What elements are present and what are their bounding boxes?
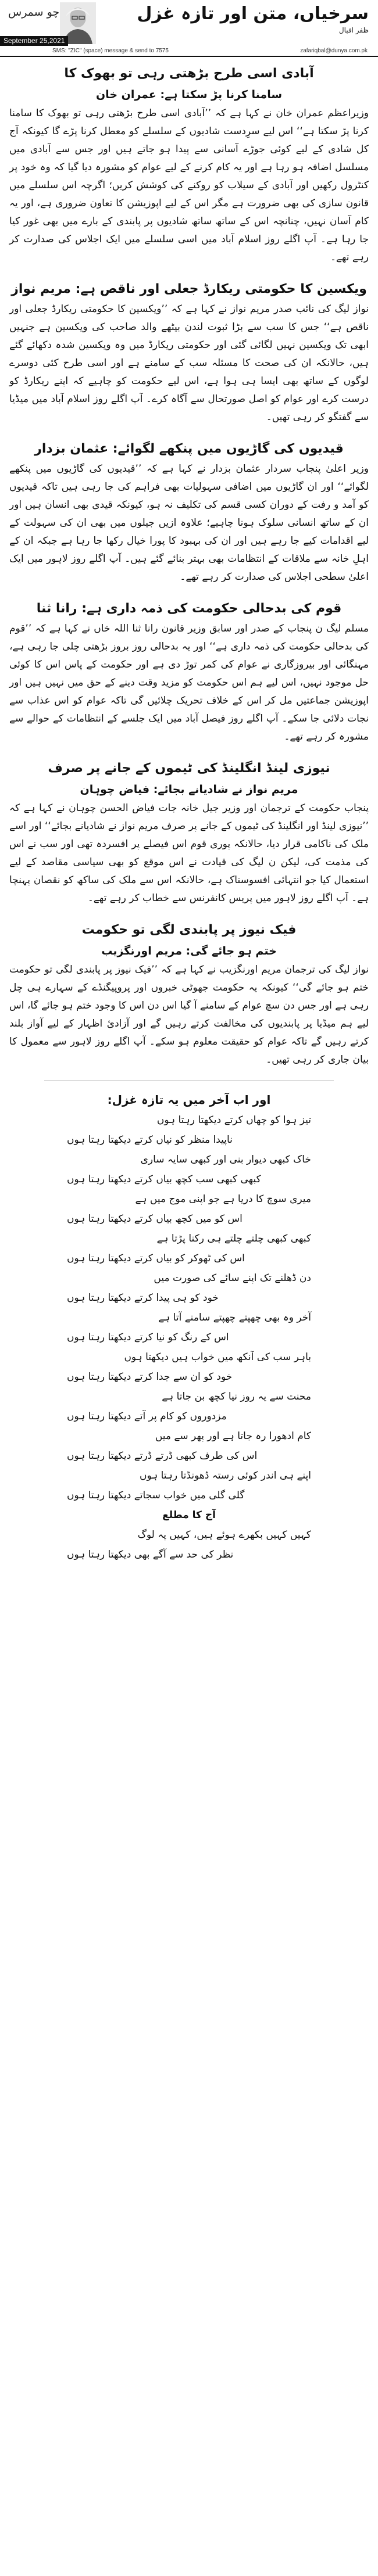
poem-line: خود کو ہی پیدا کرتے دیکھتا رہتا ہوں (67, 1292, 219, 1304)
news-section (9, 758, 369, 907)
poem-line: دن ڈھلنے تک اپنے سائے کی صورت میں (154, 1272, 311, 1284)
column-title: سرخیاں، متن اور تازہ غزل (137, 3, 369, 24)
section-headline: نیوزی لینڈ انگلینڈ کی ٹیموں کے جانے پر صرف (48, 761, 330, 776)
poem-line: کبھی کبھی چلتے چلتے ہی رکنا پڑتا ہے (156, 1233, 311, 1244)
poem-line: اس کی طرف کبھی ڈرتے ڈرتے دیکھتا رہتا ہوں (67, 1450, 258, 1462)
author-email[interactable]: zafariqbal@dunya.com.pk (300, 48, 368, 54)
header-divider (0, 56, 378, 57)
poem-line: خود کو ان سے جدا کرتے دیکھتا رہتا ہوں (67, 1371, 233, 1383)
poem-line: محنت سے یہ روز نیا کچھ بن جاتا ہے (162, 1391, 311, 1402)
ghazal-title: اور اب آخر میں یہ تازہ غزل: (107, 1093, 271, 1107)
section-body: وزیراعظم عمران خان نے کہا ہے کہ ’’آبادی اسی طرح بڑھتی رہی تو بھوک کا سامنا کرنا پڑ سکتا ہے‘‘ اس لیے سرِدست شادیوں کے سلسلے کو معطل کرنا پڑے گا کیونکہ آج کل شادی کے لیے کوئی جوڑے آسانی سے پیدا ہو جاتے ہیں اور جس سے آبادی میں مسلسل اضافہ ہو رہا ہے اور یہ کام کرنے کے لیے عوام کو مشورہ دیا گیا کہ وہ خود پر کنٹرول رکھیں اور آبادی کے سیلاب کو روکنے کی کوشش کریں؛ اگرچہ اس سلسلے میں قانون سازی کی بھی ضرورت ہے مگر اس کے لیے اپوزیشن کا تعاون ضروری ہے، اور یہ کام آسان نہیں، چنانچہ اس کے ساتھ ساتھ شادیوں پر پابندی کے بارے میں بھی غور کیا جا رہا ہے۔ آپ اگلے روز اسلام آباد میں اسی سلسلے میں ایک اجلاس کی صدارت کر رہے تھے۔ (9, 107, 369, 263)
poem-line: اس کو میں کچھ بیاں کرتے دیکھتا رہتا ہوں (67, 1213, 243, 1225)
section-subheadline: مریم نواز نے شادیانے بجائے: فیاض چوہان (80, 783, 298, 796)
section-subheadline: ختم ہو جائے گی: مریم اورنگزیب (101, 945, 277, 957)
news-section (9, 919, 369, 1069)
column-header (0, 0, 378, 53)
poem-line: گلی گلی میں خواب سجاتے دیکھتا رہتا ہوں (67, 1490, 245, 1501)
publish-date: September 25,2021 (0, 36, 68, 46)
news-section (9, 598, 369, 746)
poem-line: نظر کی حد سے آگے بھی دیکھتا رہتا ہوں (67, 1549, 234, 1560)
section-body: پنجاب حکومت کے ترجمان اور وزیر جیل خانہ جات فیاض الحسن چوہان نے کہا ہے کہ ’’نیوزی لینڈ اور انگلینڈ کی ٹیموں کے جانے پر صرف مریم نواز نے شادیانے بجائے‘‘ اور اسے ملک کی ناکامی قرار دیا، حالانکہ پوری قوم اس فیصلے پر افسردہ تھی اور سب نے اس کی مذمت کی، لیکن ن لیگ کی قیادت نے اس موقع کو بھی سیاسی مقاصد کے لیے استعمال کیا جو انتہائی افسوسناک ہے، حالانکہ اس سے ملک کی ساکھ کو نقصان پہنچا ہے۔ آپ اگلے روز لاہور میں پریس کانفرنس سے خطاب کر رہے تھے۔ (9, 802, 369, 904)
poem-line: میری سوچ کا دریا ہے جو اپنی موج میں ہے (135, 1193, 311, 1205)
section-body: مسلم لیگ ن پنجاب کے صدر اور سابق وزیر قانون رانا ثنا اللہ خاں نے کہا ہے کہ ’’قوم کی بدحالی حکومت کی ذمہ داری ہے‘‘ اور یہ بدحالی روز بروز بڑھتی چلی جا رہی ہے، مہنگائی اور بیروزگاری نے عوام کی کمر توڑ دی ہے اور حکومت کے پاس اس کا کوئی حل موجود نہیں، اس لیے ہم اس حکومت کو مزید وقت دینے کے حق میں نہیں ہیں اور اپوزیشن جماعتیں مل کر اس کے خلاف تحریک چلائیں گی تاکہ عوام کو اس عذاب سے نجات دلائی جا سکے۔ آپ اگلے روز فیصل آباد میں ایک جلسے کے انتظامات کے حوالے سے مشورہ کر رہے تھے۔ (9, 623, 369, 742)
poem-line: اس کے رنگ کو نیا کرتے دیکھتا رہتا ہوں (67, 1332, 229, 1343)
section-headline: آبادی اسی طرح بڑھتی رہی تو بھوک کا (64, 66, 314, 81)
poem-line: کام ادھورا رہ جاتا ہے اور پھر سے میں (155, 1430, 311, 1442)
news-section (9, 63, 369, 267)
column-name: چو سمرس (8, 6, 60, 19)
section-body: نواز لیگ کی ترجمان مریم اورنگزیب نے کہا ہے کہ ’’فیک نیوز پر پابندی لگی تو حکومت ختم ہو جائے گی‘‘ کیونکہ یہ حکومت جھوٹی خبروں اور پروپیگنڈے کے سہارے ہی چل رہی ہے اور جس دن سچ عوام کے سامنے آ گیا اس دن اس کا وجود ختم ہو جائے گا، اس لیے ہم میڈیا پر پابندیوں کی مخالفت کرتے رہیں گے اور آزادیٔ اظہار کے لیے آواز بلند کرتے رہیں گے تاکہ عوام کو حقیقت معلوم ہو سکے۔ آپ اگلے روز لاہور سے معمول کا بیان جاری کر رہی تھیں۔ (9, 964, 369, 1065)
poem-line: آج کا مطلع (162, 1509, 216, 1521)
poem-line: باہر سب کی آنکھ میں خواب ہیں دیکھتا ہوں (124, 1351, 311, 1363)
section-headline: قوم کی بدحالی حکومت کی ذمہ داری ہے: رانا ثنا (36, 601, 342, 616)
section-body: وزیر اعلیٰ پنجاب سردار عثمان بزدار نے کہا ہے کہ ’’قیدیوں کی گاڑیوں میں پنکھے لگوائے‘‘ اور ان گاڑیوں میں اضافی سہولیات بھی فراہم کی جا رہی ہیں تاکہ قیدیوں کو آمد و رفت کے دوران کسی قسم کی تکلیف نہ ہو، کیونکہ قیدی بھی انسان ہیں اور ان کے ساتھ انسانی سلوک ہونا چاہیے؛ علاوہ ازیں جیلوں میں بھی ان کی سہولت کے لیے اقدامات کیے جا رہے ہیں اور ان کی بہبود کا پورا خیال رکھا جا رہا ہے جبکہ ان کے اہلِ خانہ سے ملاقات کے انتظامات بھی بہتر بنائے گئے ہیں۔ آپ اگلے روز لاہور میں ایک اعلیٰ سطحی اجلاس کی صدارت کر رہے تھے۔ (9, 463, 369, 583)
section-headline: فیک نیوز پر پابندی لگی تو حکومت (81, 923, 297, 937)
news-section (9, 438, 369, 586)
title-block (137, 2, 369, 35)
poem-line: تیز ہوا کو چھاں کرتے دیکھتا رہتا ہوں (156, 1114, 311, 1126)
section-headline: ویکسین کا حکومتی ریکارڈ جعلی اور ناقص ہے: مریم نواز (11, 282, 367, 296)
poem-line: اس کی ٹھوکر کو بیاں کرتے دیکھتا رہتا ہوں (67, 1253, 245, 1264)
news-section (9, 278, 369, 426)
ghazal-section (9, 1089, 369, 1565)
ghazal-lines (67, 1110, 311, 1565)
section-body: نواز لیگ کی نائب صدر مریم نواز نے کہا ہے کہ ’’ویکسین کا حکومتی ریکارڈ جعلی اور ناقص ہے‘‘ جس کا سب سے بڑا ثبوت لندن بیٹھے والد صاحب کی ویکسین ہے جنہیں ابھی تک ویکسین نہیں لگائی گئی اور حکومتی ریکارڈ میں وہ ویکسین شدہ دکھائے گئے ہیں، حالانکہ ان کی صحت کا مسئلہ سب کے سامنے ہے اور اسی طرح کئی دوسرے لوگوں کے ساتھ بھی ایسا ہی ہوا ہے، اس لیے حکومت کو چاہیے کہ اپنے ریکارڈ کو درست کرے اور عوام کو اصل صورتحال سے آگاہ کرے۔ آپ اگلے روز اسلام آباد میں میڈیا سے گفتگو کر رہی تھیں۔ (9, 303, 369, 423)
sms-info: SMS: "ZIC" (space) message & send to 7575 (52, 48, 169, 54)
poem-line: کہیں کہیں بکھرے ہوئے ہیں، کہیں پہ لوگ (137, 1529, 311, 1541)
column-body (9, 63, 369, 1576)
poem-line: آخر وہ بھی چھپتے چھپتے سامنے آتا ہے (158, 1312, 311, 1323)
section-subheadline: سامنا کرنا پڑ سکتا ہے: عمران خان (95, 88, 283, 101)
poem-line: کبھی کبھی سب کچھ بیاں کرتے دیکھتا رہتا ہوں (67, 1174, 261, 1185)
poem-line: مزدوروں کو کام پر آتے دیکھتا رہتا ہوں (67, 1411, 227, 1422)
author-name: ظفر اقبال (338, 26, 369, 34)
section-headline: قیدیوں کی گاڑیوں میں پنکھے لگوائے: عثمان بزدار (34, 442, 344, 456)
poem-line: خاک کبھی دیوار بنی اور کبھی سایہ ساری (140, 1154, 311, 1165)
poem-line: ناپیدا منظر کو نیاں کرتے دیکھتا رہتا ہوں (67, 1134, 233, 1146)
poem-line: اپنے ہی اندر کوئی رستہ ڈھونڈتا رہتا ہوں (139, 1470, 311, 1481)
